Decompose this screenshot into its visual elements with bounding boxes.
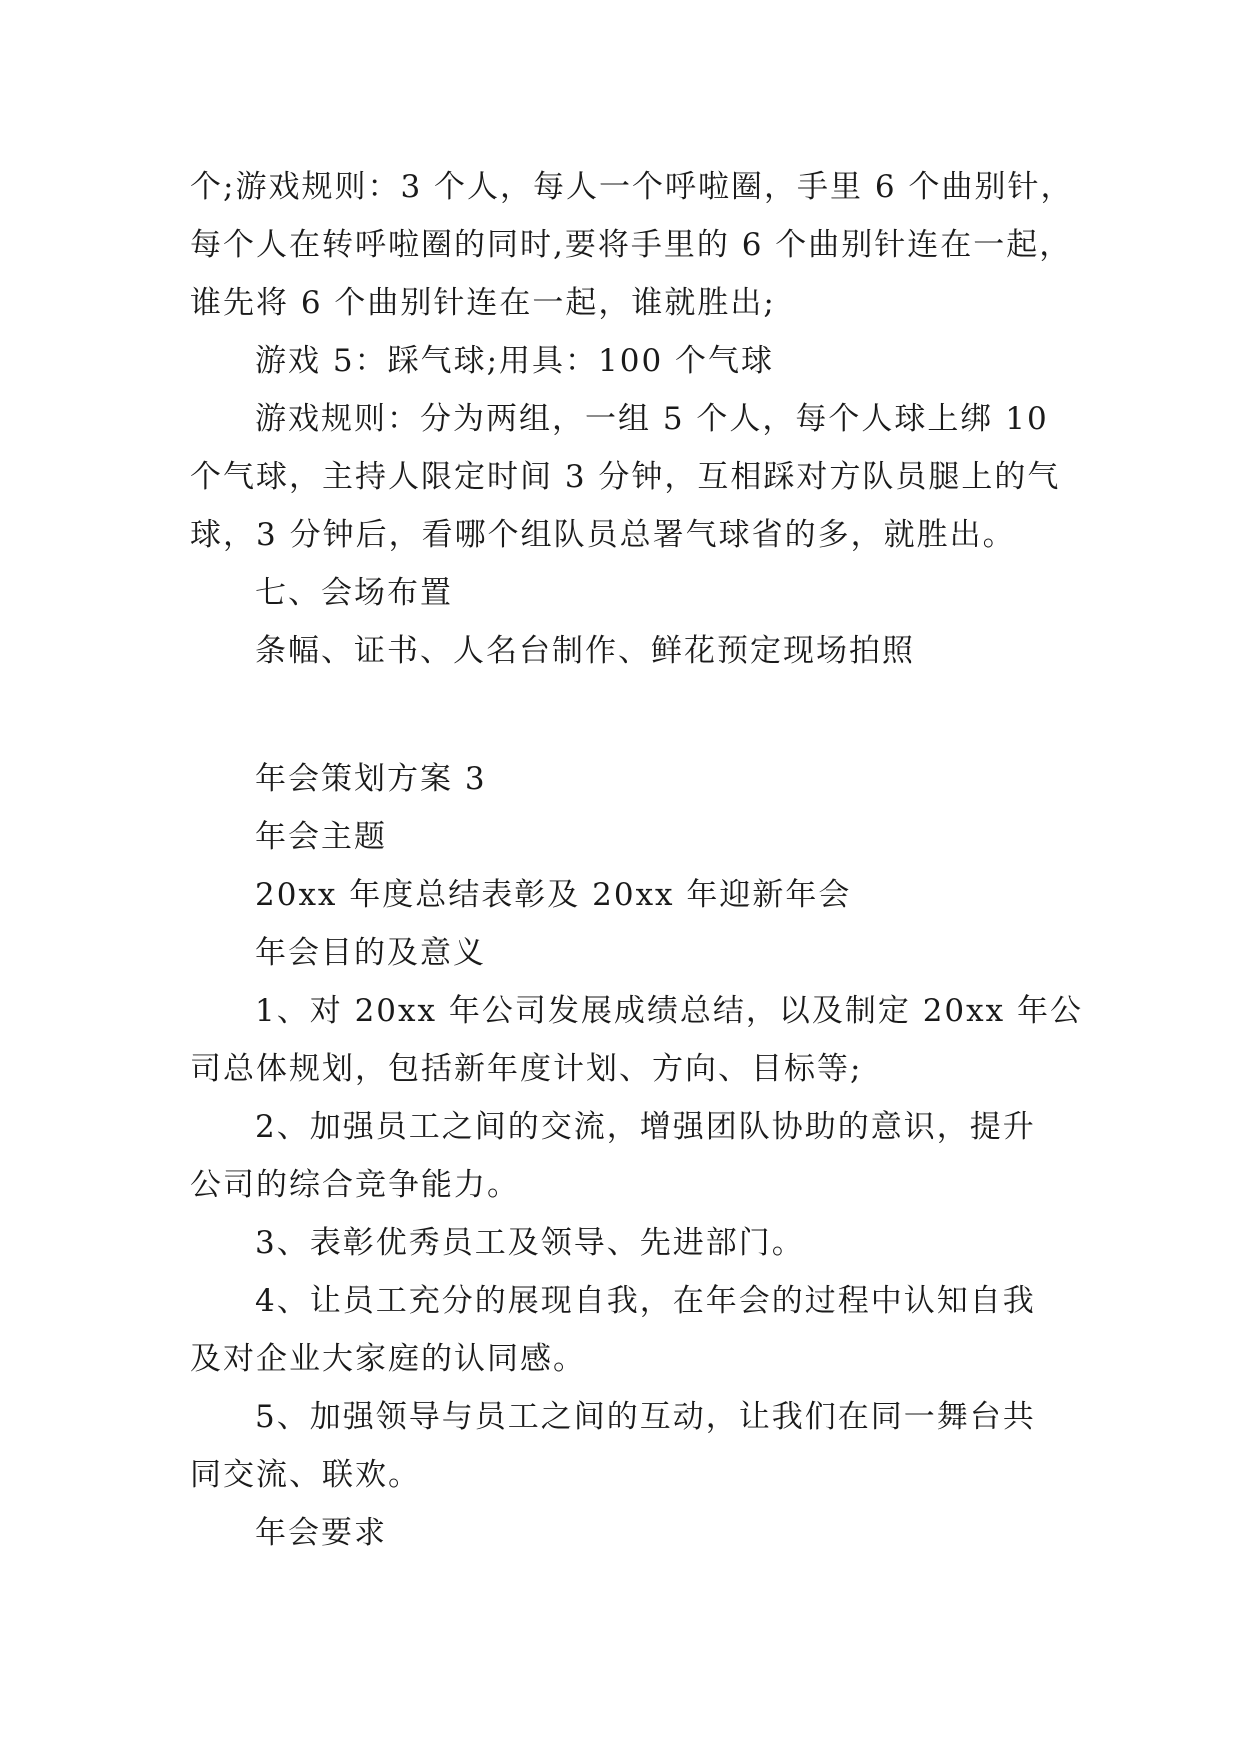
text-line: 每个人在转呼啦圈的同时,要将手里的 6 个曲别针连在一起， bbox=[190, 227, 1073, 263]
text-line: 司总体规划，包括新年度计划、方向、目标等; bbox=[190, 1051, 863, 1087]
text-line: 及对企业大家庭的认同感。 bbox=[190, 1341, 586, 1377]
list-item: 3、表彰优秀员工及领导、先进部门。 bbox=[255, 1225, 805, 1261]
section-heading-purpose: 年会目的及意义 bbox=[255, 935, 486, 971]
list-item: 5、加强领导与员工之间的互动，让我们在同一舞台共 bbox=[255, 1399, 1036, 1435]
section-heading-venue: 七、会场布置 bbox=[255, 575, 453, 611]
list-item: 1、对 20xx 年公司发展成绩总结，以及制定 20xx 年公 bbox=[255, 993, 1083, 1029]
text-line: 个气球，主持人限定时间 3 分钟，互相踩对方队员腿上的气 bbox=[190, 459, 1061, 495]
theme-text: 20xx 年度总结表彰及 20xx 年迎新年会 bbox=[255, 877, 852, 913]
text-line: 公司的综合竞争能力。 bbox=[190, 1167, 520, 1203]
game-5-heading: 游戏 5：踩气球;用具：100 个气球 bbox=[255, 343, 775, 379]
text-line: 球，3 分钟后，看哪个组队员总署气球省的多，就胜出。 bbox=[190, 517, 1016, 553]
list-item: 2、加强员工之间的交流，增强团队协助的意识，提升 bbox=[255, 1109, 1036, 1145]
text-line: 条幅、证书、人名台制作、鲜花预定现场拍照 bbox=[255, 633, 915, 669]
document-body bbox=[190, 158, 1083, 1562]
paragraph-gap bbox=[190, 680, 1070, 750]
text-line: 谁先将 6 个曲别针连在一起，谁就胜出; bbox=[190, 285, 776, 321]
text-line: 同交流、联欢。 bbox=[190, 1457, 421, 1493]
list-item: 4、让员工充分的展现自我，在年会的过程中认知自我 bbox=[255, 1283, 1036, 1319]
text-line: 个;游戏规则：3 个人，每人一个呼啦圈，手里 6 个曲别针， bbox=[190, 169, 1074, 205]
plan-title: 年会策划方案 3 bbox=[255, 761, 487, 797]
text-line: 游戏规则：分为两组，一组 5 个人，每个人球上绑 10 bbox=[255, 401, 1049, 437]
section-heading-requirements: 年会要求 bbox=[255, 1515, 387, 1551]
section-heading-theme: 年会主题 bbox=[255, 819, 387, 855]
